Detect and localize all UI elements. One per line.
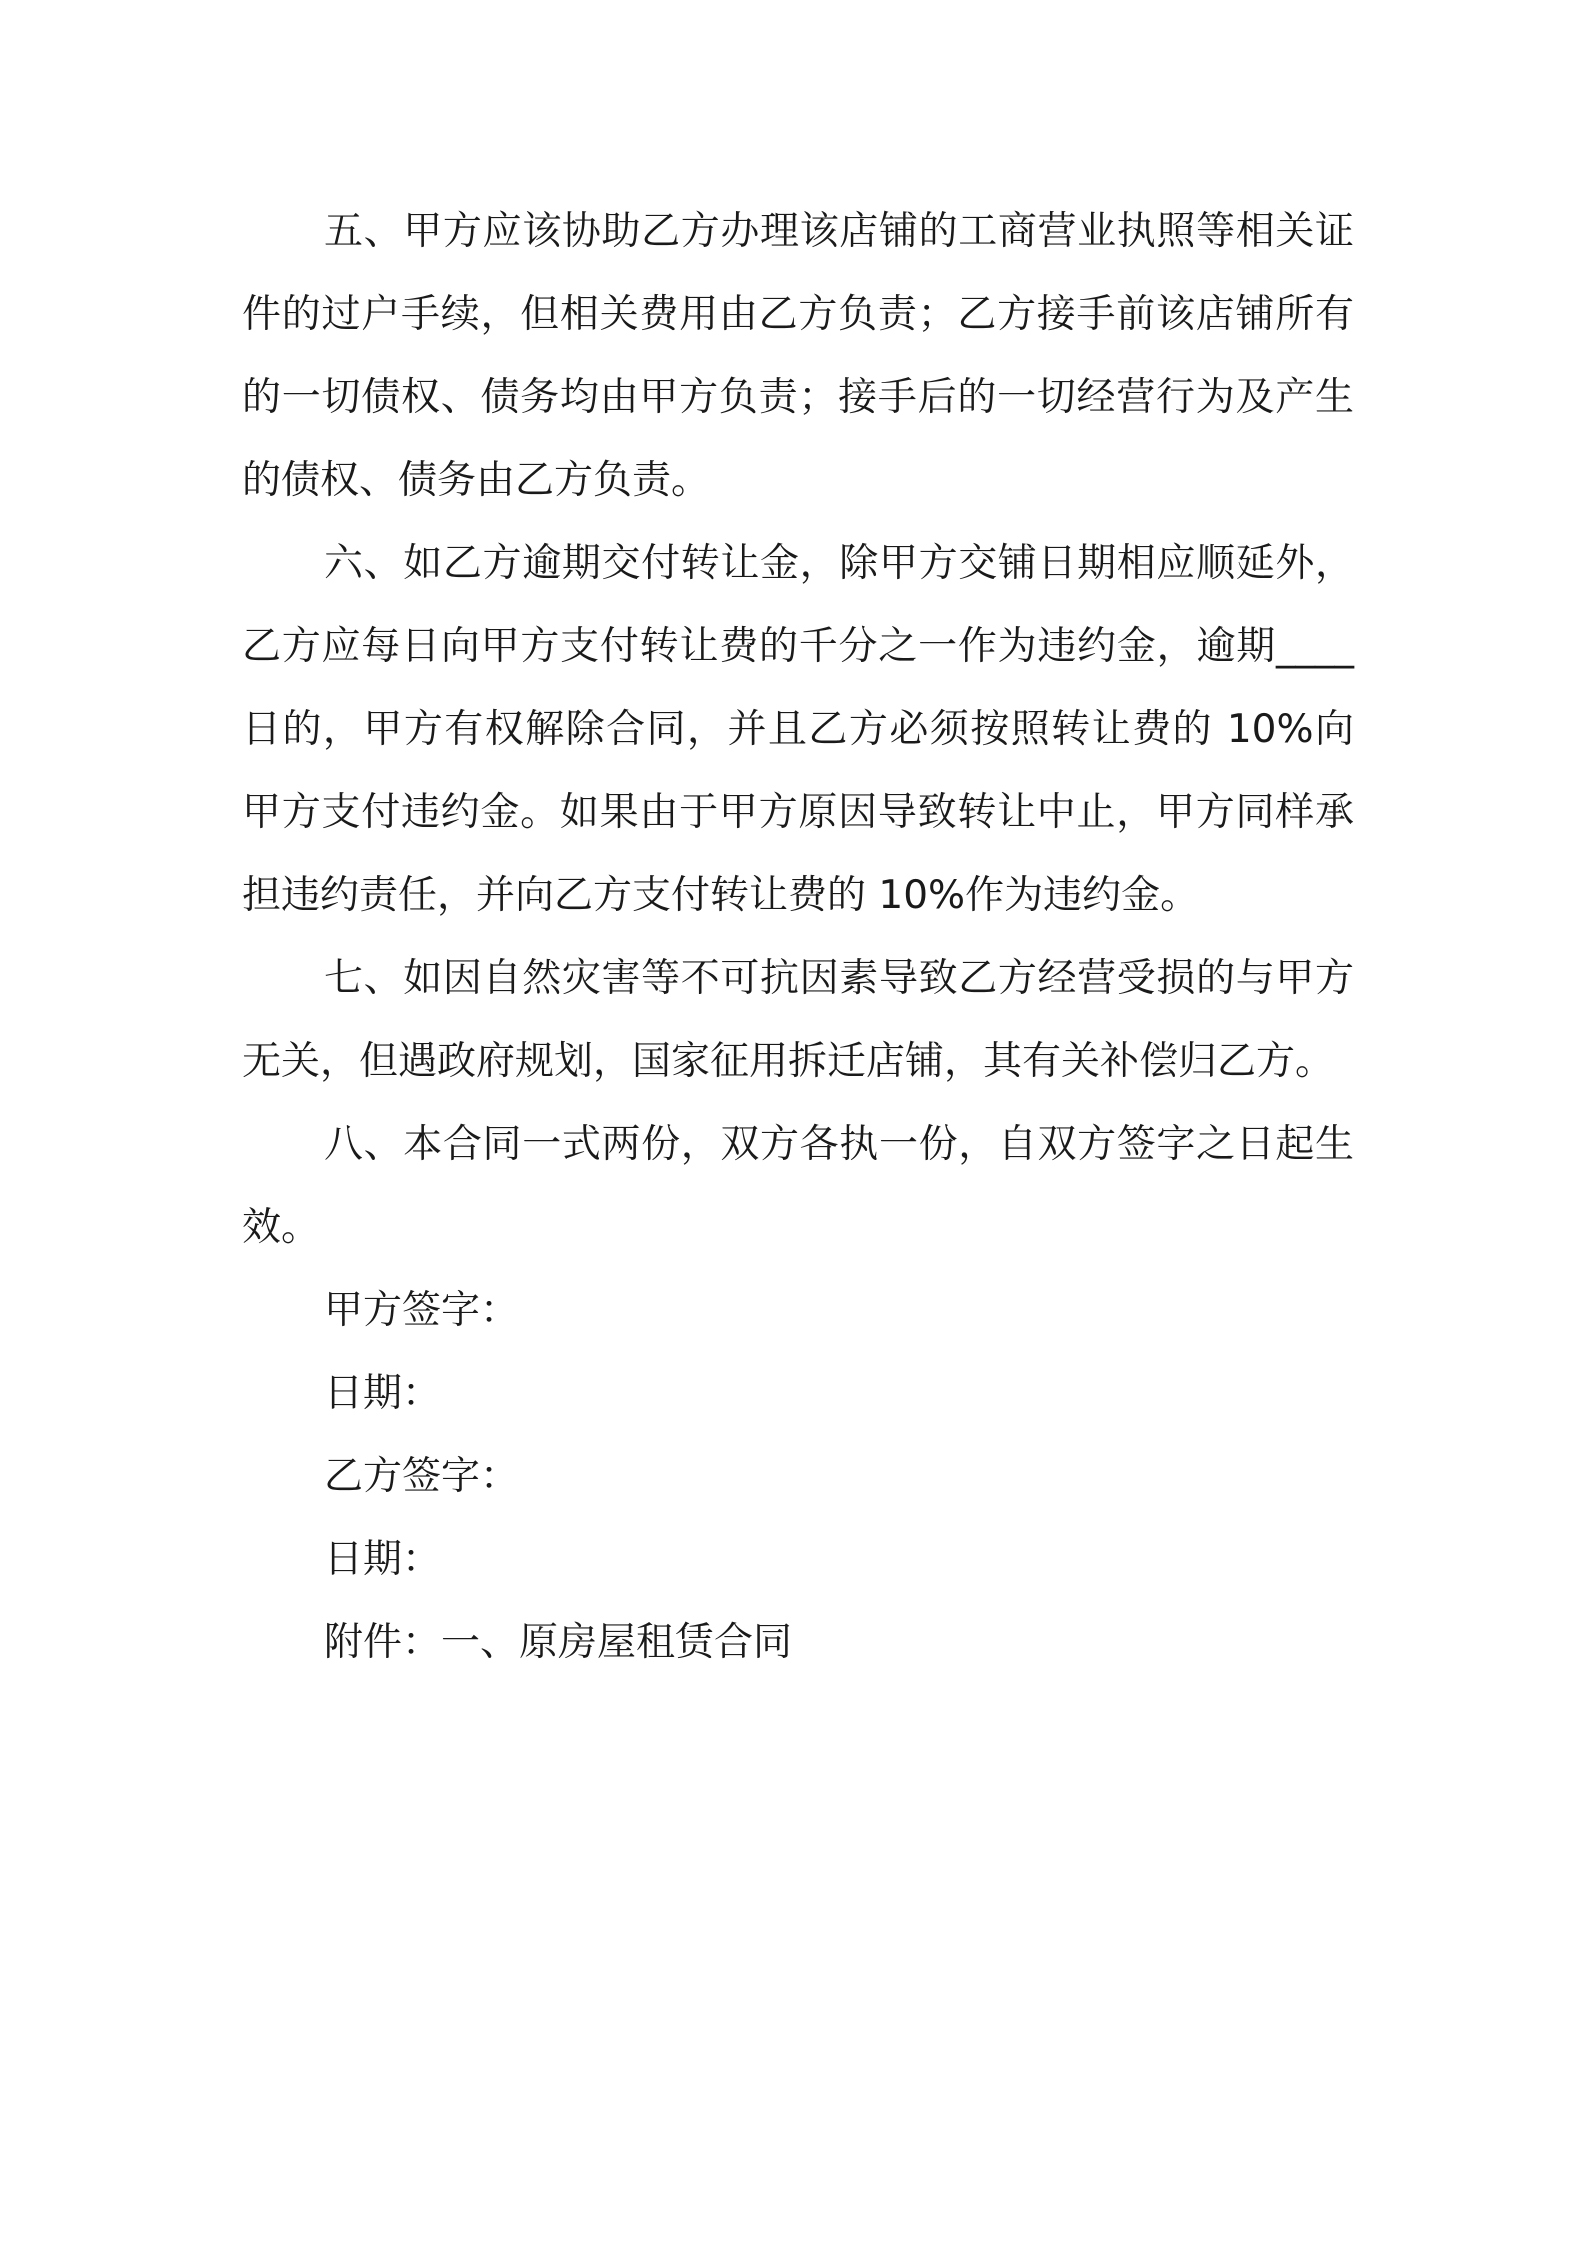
clause-8: 八、本合同一式两份，双方各执一份，自双方签字之日起生效。 xyxy=(242,1122,1354,1250)
attachment-line: 附件：一、原房屋租赁合同 xyxy=(324,1620,793,1665)
party-b-signature-label: 乙方签字： xyxy=(324,1454,520,1499)
clause-5: 五、甲方应该协助乙方办理该店铺的工商营业执照等相关证件的过户手续，但相关费用由乙方负责；乙方接手前该店铺所有的一切债权、债务均由甲方负责；接手后的一切经营行为及产生的债权、债务由乙方负责。 xyxy=(242,209,1354,503)
party-a-date-label: 日期： xyxy=(324,1371,442,1416)
party-a-signature-label: 甲方签字： xyxy=(324,1288,520,1333)
clause-7: 七、如因自然灾害等不可抗因素导致乙方经营受损的与甲方无关，但遇政府规划，国家征用拆迁店铺，其有关补偿归乙方。 xyxy=(242,956,1354,1084)
contract-body xyxy=(242,190,1354,1684)
party-b-date-label: 日期： xyxy=(324,1537,442,1582)
clause-6: 六、如乙方逾期交付转让金，除甲方交铺日期相应顺延外，乙方应每日向甲方支付转让费的千分之一作为违约金，逾期____日的，甲方有权解除合同，并且乙方必须按照转让费的 10%向甲方支付违约金。如果由于甲方原因导致转让中止，甲方同样承担违约责任，并向乙方支付转让费的 10%作为违约金。 xyxy=(242,541,1354,918)
